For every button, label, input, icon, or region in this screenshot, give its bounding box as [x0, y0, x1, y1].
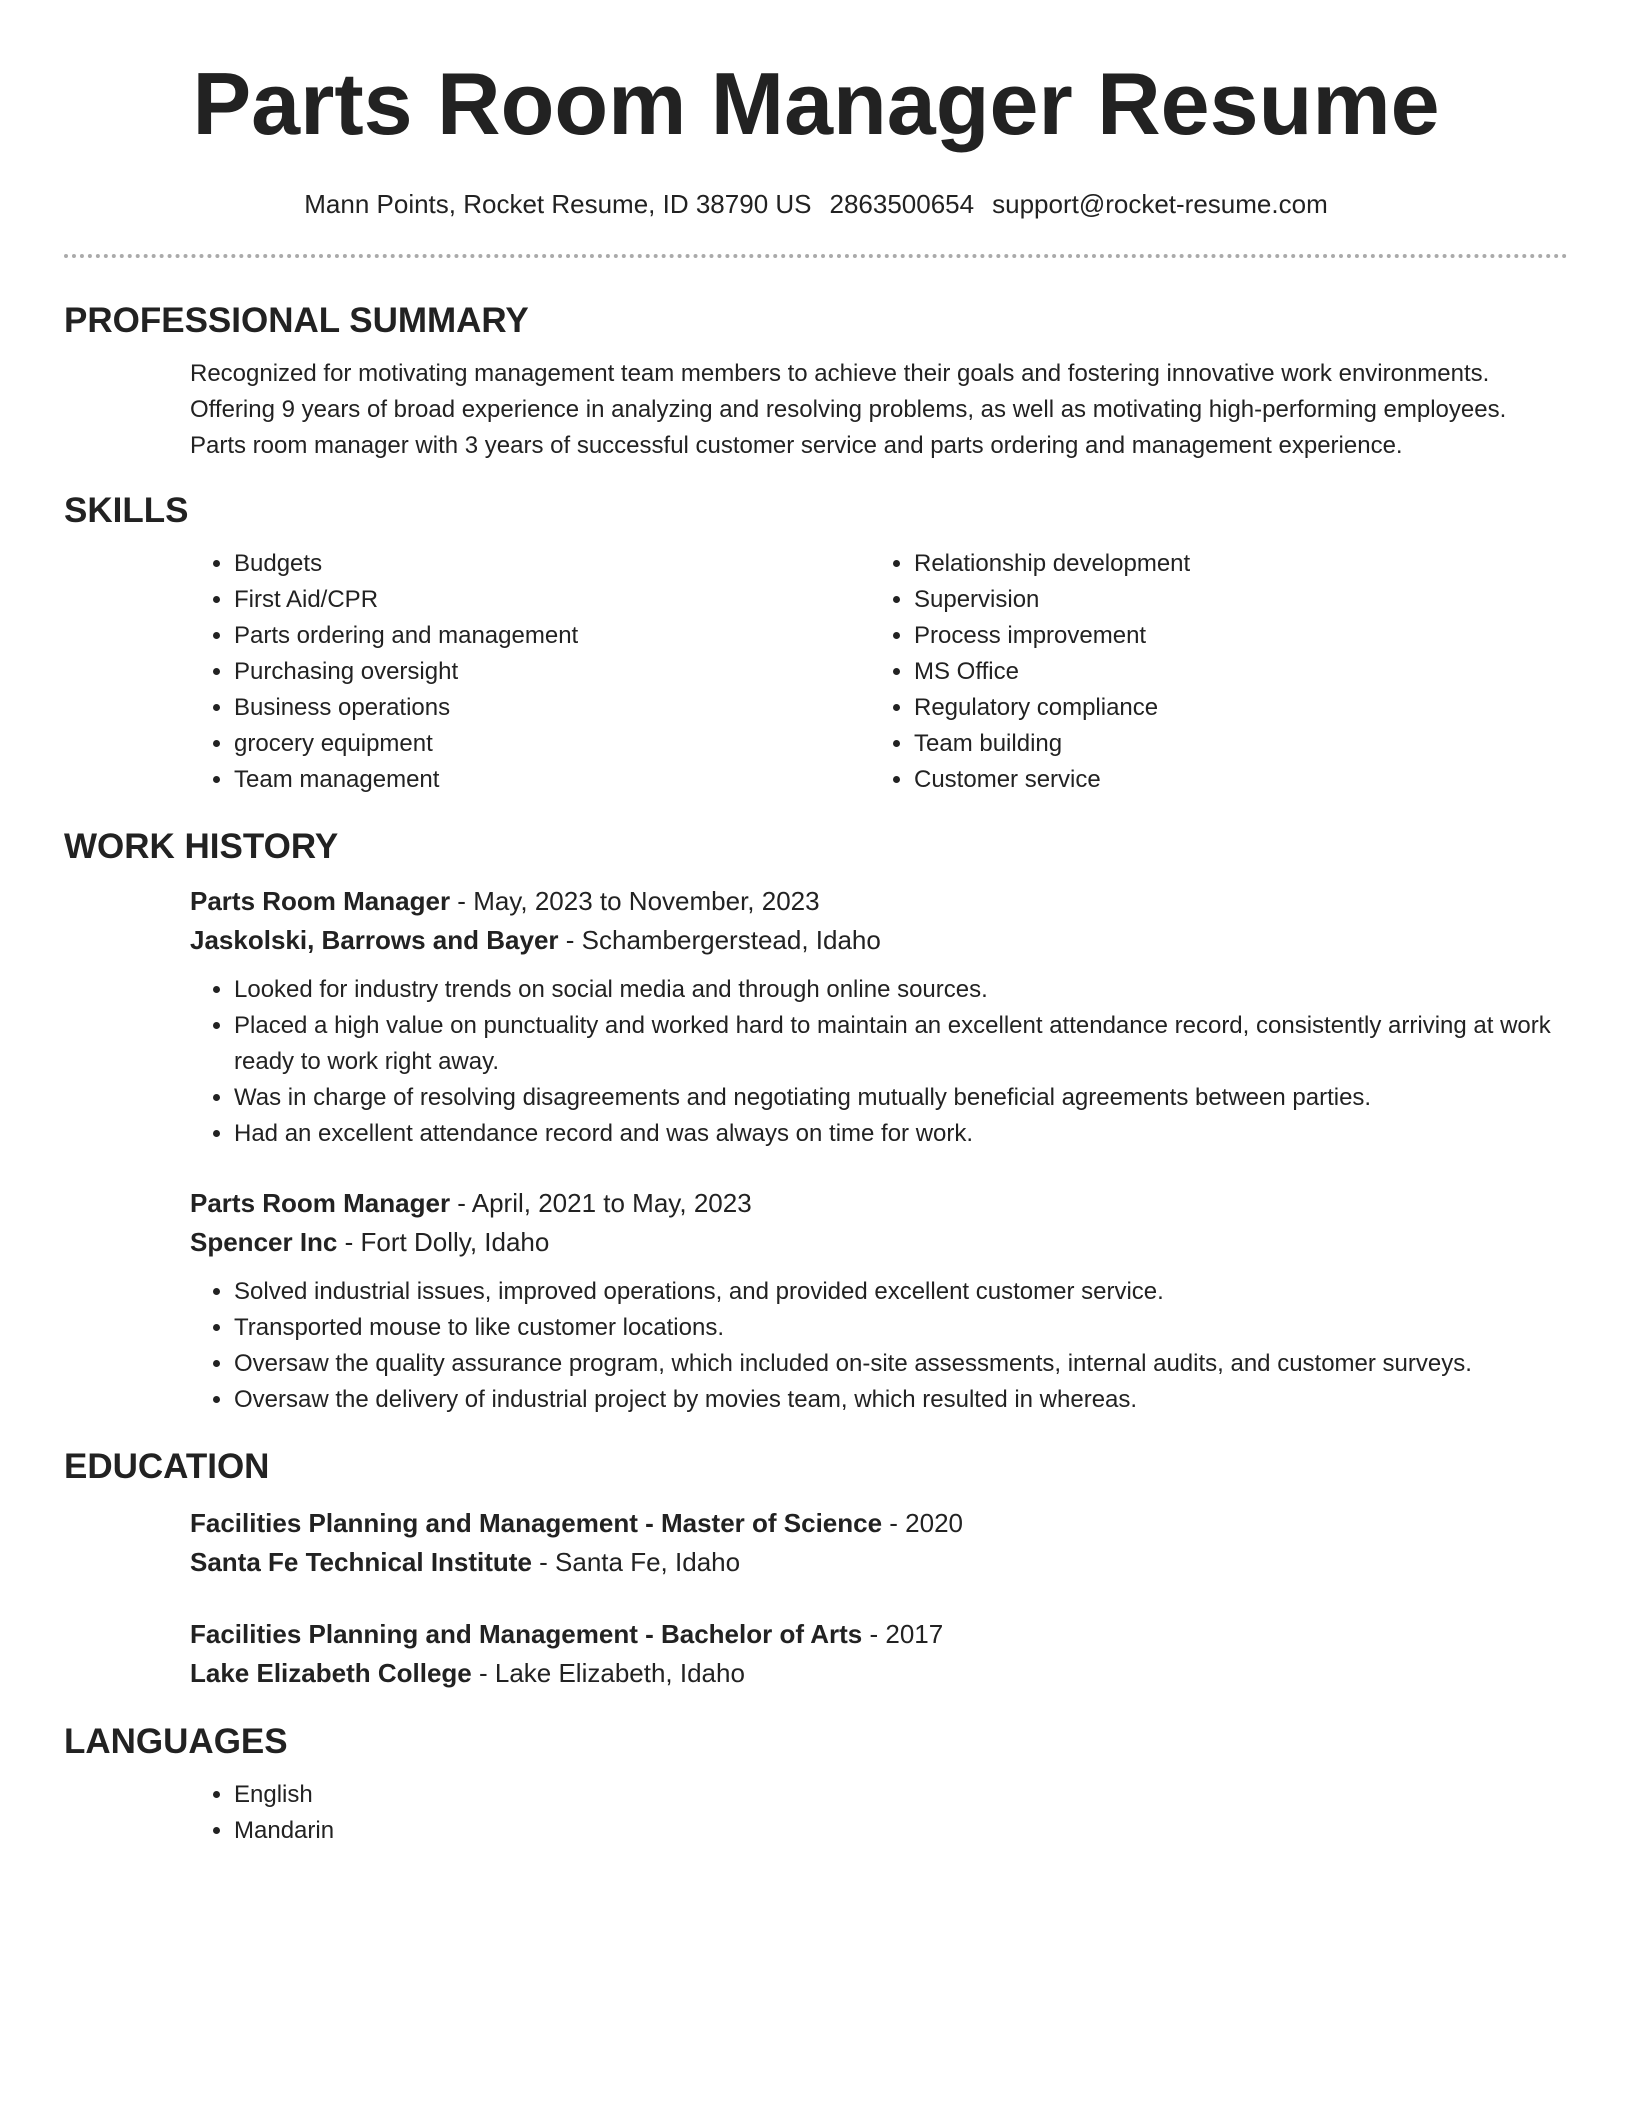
language-item: • English — [234, 1777, 1568, 1813]
skill-item: • grocery equipment — [234, 726, 870, 762]
skill-item: • MS Office — [914, 654, 1550, 690]
education-degree-line: Facilities Planning and Management - Bachelor of Arts - 2017 — [190, 1619, 944, 1649]
skill-item: • Process improvement — [914, 618, 1550, 654]
languages-section — [64, 1721, 1568, 1849]
job-bullet: • Looked for industry trends on social media and through online sources. — [234, 972, 1568, 1008]
skill-item: • Budgets — [234, 546, 870, 582]
job-entry — [190, 1184, 1568, 1418]
skill-item: • Supervision — [914, 582, 1550, 618]
skills-section — [64, 490, 1568, 798]
job-bullet: • Solved industrial issues, improved operations, and provided excellent customer service. — [234, 1274, 1568, 1310]
skills-heading: SKILLS — [64, 491, 189, 530]
job-bullet: • Oversaw the quality assurance program, which included on-site assessments, internal audits, and customer surveys. — [234, 1346, 1568, 1382]
education-school-line: Lake Elizabeth College - Lake Elizabeth, Idaho — [190, 1658, 745, 1688]
education-entry — [190, 1504, 1568, 1582]
education-year: 2020 — [905, 1508, 964, 1538]
job-dates: April, 2021 to May, 2023 — [471, 1188, 752, 1218]
job-company: Spencer Inc — [190, 1227, 338, 1257]
job-company-line: Jaskolski, Barrows and Bayer - Schambergerstead, Idaho — [190, 925, 881, 955]
skill-item: • Customer service — [914, 762, 1550, 798]
skills-grid — [190, 546, 1568, 798]
job-title-line: Parts Room Manager - April, 2021 to May, 2023 — [190, 1188, 752, 1218]
education-degree-line: Facilities Planning and Management - Master of Science - 2020 — [190, 1508, 964, 1538]
languages-heading: LANGUAGES — [64, 1722, 288, 1761]
contact-address: Mann Points, Rocket Resume, ID 38790 US — [304, 189, 812, 219]
job-bullet: • Placed a high value on punctuality and worked hard to maintain an excellent attendance record, consistently arriving at work ready to work right away. — [234, 1008, 1568, 1080]
skills-list-left — [190, 546, 870, 798]
job-bullet: • Was in charge of resolving disagreements and negotiating mutually beneficial agreements between parties. — [234, 1080, 1568, 1116]
skill-item: • Purchasing oversight — [234, 654, 870, 690]
skill-item: • Team management — [234, 762, 870, 798]
education-heading: EDUCATION — [64, 1447, 270, 1486]
education-school: Lake Elizabeth College — [190, 1658, 472, 1688]
summary-section — [64, 300, 1568, 464]
job-title: Parts Room Manager — [190, 886, 451, 916]
job-location: Schambergerstead, Idaho — [581, 925, 881, 955]
skill-item: • Regulatory compliance — [914, 690, 1550, 726]
job-bullet: • Had an excellent attendance record and was always on time for work. — [234, 1116, 1568, 1152]
skill-item: • First Aid/CPR — [234, 582, 870, 618]
contact-line — [64, 188, 1568, 220]
work-history-section — [64, 826, 1568, 1418]
skills-column-right — [870, 546, 1550, 798]
header-divider — [64, 254, 1568, 258]
job-dates: May, 2023 to November, 2023 — [473, 886, 820, 916]
education-year: 2017 — [885, 1619, 944, 1649]
job-bullets — [190, 1274, 1568, 1418]
work-history-heading: WORK HISTORY — [64, 827, 339, 866]
skill-item: • Team building — [914, 726, 1550, 762]
education-degree: Facilities Planning and Management - Bachelor of Arts — [190, 1619, 863, 1649]
education-school-line: Santa Fe Technical Institute - Santa Fe, Idaho — [190, 1547, 741, 1577]
education-section — [64, 1446, 1568, 1693]
education-entry — [190, 1615, 1568, 1693]
contact-email: support@rocket-resume.com — [992, 189, 1328, 219]
summary-heading: PROFESSIONAL SUMMARY — [64, 301, 529, 340]
education-school: Santa Fe Technical Institute — [190, 1547, 532, 1577]
skill-item: • Parts ordering and management — [234, 618, 870, 654]
education-location: Santa Fe, Idaho — [555, 1547, 741, 1577]
skills-list-right — [870, 546, 1550, 798]
job-bullets — [190, 972, 1568, 1152]
skill-item: • Relationship development — [914, 546, 1550, 582]
job-title: Parts Room Manager — [190, 1188, 451, 1218]
skills-column-left — [190, 546, 870, 798]
language-item: • Mandarin — [234, 1813, 1568, 1849]
job-entry — [190, 882, 1568, 1152]
education-degree: Facilities Planning and Management - Master of Science — [190, 1508, 883, 1538]
summary-text: Recognized for motivating management team members to achieve their goals and fostering innovative work environments. Offering 9 years of broad experience in analyzing and resolving problems, as well as motivating high-performing employees. Parts room manager with 3 years of successful customer service and parts ordering and management experience. — [190, 360, 1507, 459]
job-location: Fort Dolly, Idaho — [360, 1227, 550, 1257]
job-bullet: • Oversaw the delivery of industrial project by movies team, which resulted in whereas. — [234, 1382, 1568, 1418]
job-title-line: Parts Room Manager - May, 2023 to November, 2023 — [190, 886, 820, 916]
job-company-line: Spencer Inc - Fort Dolly, Idaho — [190, 1227, 550, 1257]
languages-list — [190, 1777, 1568, 1849]
job-company: Jaskolski, Barrows and Bayer — [190, 925, 559, 955]
resume-title: Parts Room Manager Resume — [192, 54, 1440, 153]
education-location: Lake Elizabeth, Idaho — [494, 1658, 745, 1688]
skill-item: • Business operations — [234, 690, 870, 726]
job-bullet: • Transported mouse to like customer locations. — [234, 1310, 1568, 1346]
contact-phone: 2863500654 — [829, 189, 975, 219]
